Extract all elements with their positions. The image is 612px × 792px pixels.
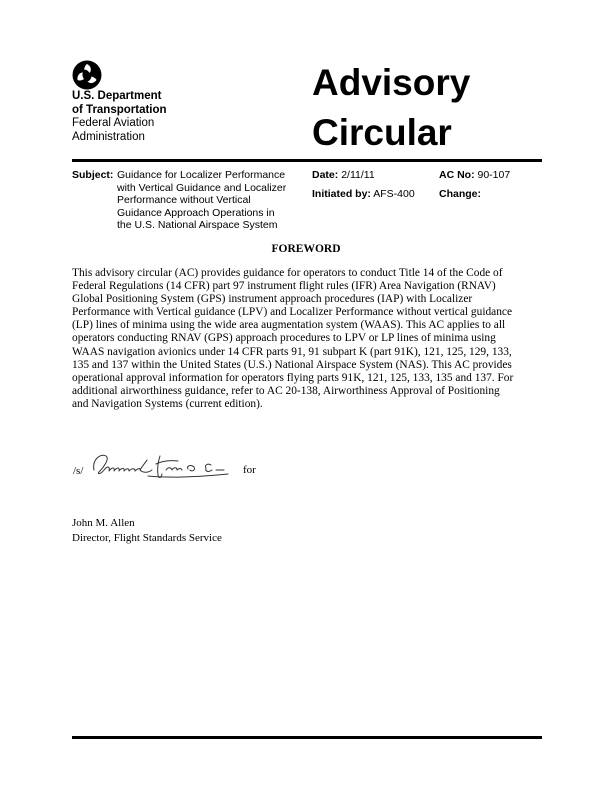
signer-block bbox=[72, 516, 222, 545]
date-field bbox=[312, 169, 375, 182]
subject-line: Guidance for Localizer Performance bbox=[117, 169, 286, 181]
ac-number-value: 90-107 bbox=[477, 169, 511, 181]
subject-line: Performance without Vertical bbox=[117, 194, 251, 207]
signature-for-text: for bbox=[243, 464, 256, 476]
signer-title: Director, Flight Standards Service bbox=[72, 531, 222, 544]
date-label: Date: bbox=[312, 169, 339, 181]
handwritten-signature bbox=[88, 448, 238, 482]
document-type-line-1: Advisory bbox=[312, 62, 471, 103]
initiated-by-field bbox=[312, 188, 415, 201]
initiated-by-label: Initiated by: bbox=[312, 188, 371, 200]
paragraph-line: Global Positioning System (GPS) instrument approach procedures (IAP) with Localizer bbox=[72, 293, 473, 306]
document-type-title bbox=[312, 58, 470, 158]
footer-divider bbox=[72, 736, 542, 739]
paragraph-line: operational approval information for operators flying parts 91K, 121, 125, 133, 135 and 137. For bbox=[72, 371, 514, 384]
paragraph-line: WAAS navigation avionics under 14 CFR parts 91, 91 subpart K (part 91K), 121, 125, 129, 133, bbox=[72, 345, 512, 358]
ac-number-field bbox=[439, 169, 510, 182]
department-line-2: of Transportation bbox=[72, 103, 167, 116]
department-block bbox=[72, 90, 167, 144]
signature-slash-s: /s/ bbox=[73, 465, 84, 477]
paragraph-line: 135 and 137 within the United States (U.S.) National Airspace System (NAS). This AC provides bbox=[72, 358, 512, 371]
agency-line-1: Federal Aviation bbox=[72, 117, 155, 129]
subject-text bbox=[117, 169, 302, 232]
department-line-1: U.S. Department bbox=[72, 90, 162, 102]
paragraph-line: additional airworthiness guidance, refer to AC 20-138, Airworthiness Approval of Positioning bbox=[72, 384, 500, 397]
paragraph-line: (LP) lines of minima using the wide area augmentation system (WAAS). This AC applies to all bbox=[72, 319, 506, 332]
paragraph-line: Performance with Vertical guidance (LPV) and Localizer Performance without vertical guidance bbox=[72, 306, 513, 319]
signer-name: John M. Allen bbox=[72, 517, 135, 529]
paragraph-line: operators conducting RNAV (GPS) approach procedures to LPV or LP lines of minima using bbox=[72, 332, 496, 345]
subject-line: with Vertical Guidance and Localizer bbox=[117, 181, 287, 194]
foreword-paragraph bbox=[72, 267, 542, 411]
change-field bbox=[439, 188, 481, 201]
foreword-heading: FOREWORD bbox=[271, 243, 341, 255]
initiated-by-value: AFS-400 bbox=[373, 188, 415, 200]
paragraph-line: This advisory circular (AC) provides guidance for operators to conduct Title 14 of the Code of bbox=[72, 267, 503, 279]
paragraph-line: Federal Regulations (14 CFR) part 97 instrument flight rules (IFR) Area Navigation (RNAV) bbox=[72, 280, 496, 293]
subject-line: the U.S. National Airspace System bbox=[117, 219, 278, 232]
header-divider bbox=[72, 159, 542, 162]
paragraph-line: and Navigation Systems (current edition). bbox=[72, 397, 263, 410]
dot-logo-icon bbox=[72, 60, 102, 90]
subject-label: Subject: bbox=[72, 169, 114, 181]
subject-line: Guidance Approach Operations in bbox=[117, 206, 275, 219]
date-value: 2/11/11 bbox=[341, 169, 375, 181]
agency-line-2: Administration bbox=[72, 130, 145, 143]
change-label: Change: bbox=[439, 188, 481, 200]
document-type-line-2: Circular bbox=[312, 112, 452, 153]
ac-number-label: AC No: bbox=[439, 169, 475, 181]
